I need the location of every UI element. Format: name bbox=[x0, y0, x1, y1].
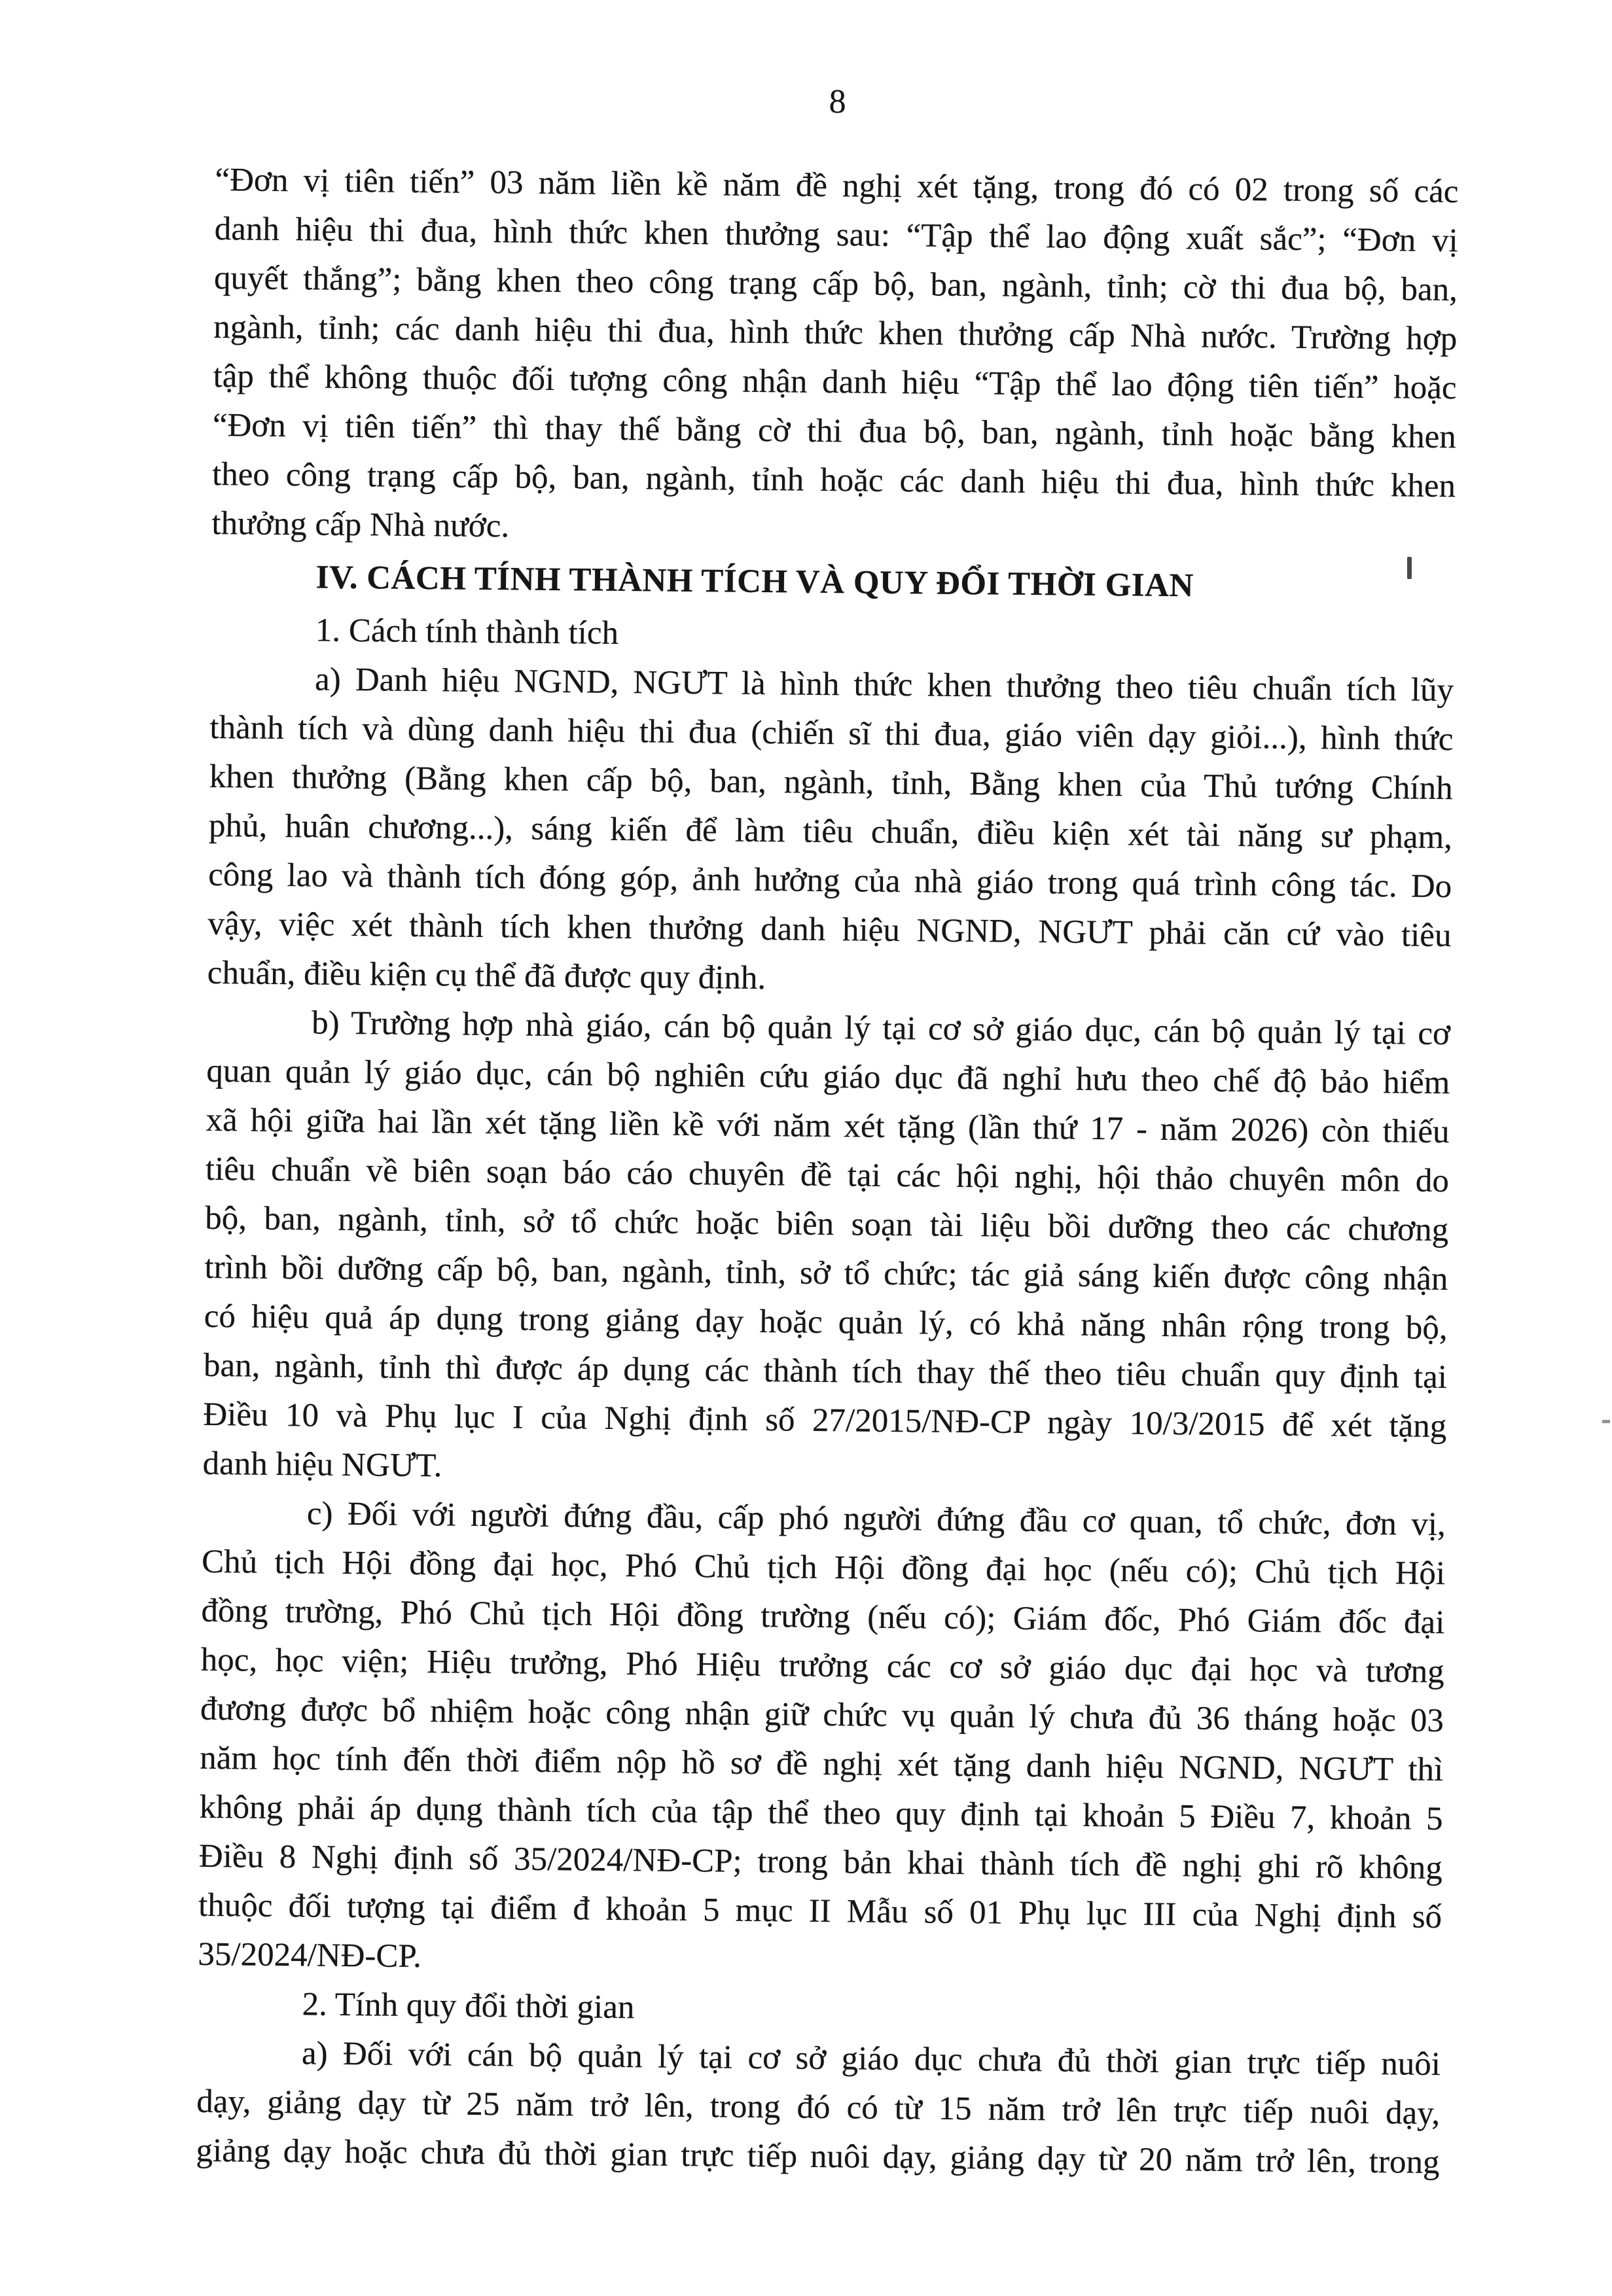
text-line: phủ, huân chương...), sáng kiến để làm tiêu chuẩn, điều kiện xét tài năng sư phạm, bbox=[208, 807, 1453, 857]
text-line: thưởng cấp Nhà nước. bbox=[211, 504, 510, 545]
text-line: thành tích và dùng danh hiệu thi đua (chiến sĩ thi đua, giáo viên dạy giỏi...), hình thức bbox=[209, 709, 1454, 758]
scan-artifact bbox=[1602, 1420, 1610, 1423]
text-line: 2. Tính quy đổi thời gian bbox=[302, 1986, 635, 2026]
text-line: Chủ tịch Hội đồng đại học, Phó Chủ tịch Hội đồng đại học (nếu có); Chủ tịch Hội bbox=[201, 1543, 1446, 1593]
text-line: giảng dạy hoặc chưa đủ thời gian trực tiếp nuôi dạy, giảng dạy từ 20 năm trở lên, trong bbox=[196, 2132, 1440, 2181]
text-line: b) Trường hợp nhà giáo, cán bộ quản lý tại cơ sở giáo dục, cán bộ quản lý tại cơ bbox=[311, 1004, 1451, 1053]
text-line: khen thưởng (Bằng khen cấp bộ, ban, ngành, tỉnh, Bằng khen của Thủ tướng Chính bbox=[209, 758, 1453, 807]
text-line: c) Đối với người đứng đầu, cấp phó người đứng đầu cơ quan, tổ chức, đơn vị, bbox=[306, 1495, 1446, 1544]
text-line: xã hội giữa hai lần xét tặng liền kề với năm xét tặng (lần thứ 17 - năm 2026) còn thiếu bbox=[206, 1101, 1450, 1151]
point-a-section-1 bbox=[207, 654, 1454, 1010]
text-line: a) Danh hiệu NGND, NGƯT là hình thức khen thưởng theo tiêu chuẩn tích lũy bbox=[314, 661, 1454, 709]
text-line: 1. Cách tính thành tích bbox=[315, 612, 619, 652]
point-c-section-1 bbox=[198, 1489, 1446, 1991]
text-line: thuộc đối tượng tại điểm đ khoản 5 mục II Mẫu số 01 Phụ lục III của Nghị định số bbox=[198, 1886, 1442, 1936]
text-line: năm học tính đến thời điểm nộp hồ sơ đề nghị xét tặng danh hiệu NGND, NGƯT thì bbox=[200, 1739, 1444, 1789]
text-line: tiêu chuẩn về biên soạn báo cáo chuyên đề tại các hội nghị, hội thảo chuyên môn do bbox=[205, 1150, 1450, 1200]
page-content bbox=[196, 76, 1460, 2187]
point-a-section-2 bbox=[196, 2028, 1441, 2187]
scan-artifact bbox=[1407, 557, 1412, 579]
text-line: theo công trạng cấp bộ, ban, ngành, tỉnh hoặc các danh hiệu thi đua, hình thức khen bbox=[211, 455, 1456, 505]
text-line: ban, ngành, tỉnh thì được áp dụng các thành tích thay thế theo tiêu chuẩn quy định tại bbox=[203, 1347, 1448, 1396]
page-number: 8 bbox=[829, 82, 846, 121]
text-line: a) Đối với cán bộ quản lý tại cơ sở giáo dục chưa đủ thời gian trực tiếp nuôi bbox=[301, 2035, 1441, 2083]
text-line: 35/2024/NĐ-CP. bbox=[198, 1935, 422, 1975]
text-line: Điều 10 và Phụ lục I của Nghị định số 27/2015/NĐ-CP ngày 10/3/2015 để xét tặng bbox=[203, 1396, 1447, 1445]
text-line: “Đơn vị tiên tiến” thì thay thế bằng cờ thi đua bộ, ban, ngành, tỉnh hoặc bằng khen bbox=[212, 406, 1457, 456]
text-line: quan quản lý giáo dục, cán bộ nghiên cứu giáo dục đã nghỉ hưu theo chế độ bảo hiểm bbox=[206, 1052, 1450, 1102]
text-line: dạy, giảng dạy từ 25 năm trở lên, trong đó có từ 15 năm trở lên trực tiếp nuôi dạy, bbox=[196, 2083, 1441, 2132]
text-line: đương được bổ nhiệm hoặc công nhận giữ chức vụ quản lý chưa đủ 36 tháng hoặc 03 bbox=[200, 1690, 1444, 1740]
text-line: công lao và thành tích đóng góp, ảnh hưởng của nhà giáo trong quá trình công tác. Do bbox=[208, 856, 1452, 906]
text-line: “Đơn vị tiên tiến” 03 năm liền kề năm đề nghị xét tặng, trong đó có 02 trong số các bbox=[215, 161, 1459, 211]
text-line: quyết thắng”; bằng khen theo công trạng cấp bộ, ban, ngành, tỉnh; cờ thi đua bộ, ban, bbox=[213, 259, 1458, 309]
text-line: học, học viện; Hiệu trưởng, Phó Hiệu trưởng các cơ sở giáo dục đại học và tương bbox=[200, 1641, 1444, 1691]
text-line: Điều 8 Nghị định số 35/2024/NĐ-CP; trong bản khai thành tích đề nghị ghi rõ không bbox=[198, 1837, 1443, 1887]
text-line: không phải áp dụng thành tích của tập thể theo quy định tại khoản 5 Điều 7, khoản 5 bbox=[199, 1788, 1443, 1838]
text-line: IV. CÁCH TÍNH THÀNH TÍCH VÀ QUY ĐỔI THỜI GIAN bbox=[315, 559, 1194, 605]
point-b-section-1 bbox=[202, 998, 1450, 1500]
text-line: trình bồi dưỡng cấp bộ, ban, ngành, tỉnh, sở tổ chức; tác giả sáng kiến được công nhận bbox=[204, 1248, 1448, 1298]
text-line: đồng trường, Phó Chủ tịch Hội đồng trường (nếu có); Giám đốc, Phó Giám đốc đại bbox=[201, 1592, 1445, 1642]
text-line: chuẩn, điều kiện cụ thể đã được quy định. bbox=[207, 954, 766, 997]
text-line: bộ, ban, ngành, tỉnh, sở tổ chức hoặc biên soạn tài liệu bồi dưỡng theo các chương bbox=[204, 1199, 1449, 1249]
text-line: vậy, việc xét thành tích khen thưởng danh hiệu NGND, NGƯT phải căn cứ vào tiêu bbox=[207, 905, 1452, 955]
text-line: ngành, tỉnh; các danh hiệu thi đua, hình thức khen thưởng cấp Nhà nước. Trường hợp bbox=[213, 308, 1458, 358]
section-heading-iv bbox=[211, 552, 1455, 613]
paragraph-continuation bbox=[211, 156, 1459, 560]
text-line: danh hiệu thi đua, hình thức khen thưởng sau: “Tập thể lao động xuất sắc”; “Đơn vị bbox=[214, 210, 1458, 260]
document-body bbox=[196, 156, 1459, 2187]
text-line: danh hiệu NGƯT. bbox=[202, 1445, 442, 1485]
text-line: có hiệu quả áp dụng trong giảng dạy hoặc quản lý, có khả năng nhân rộng trong bộ, bbox=[204, 1298, 1448, 1347]
text-line: tập thể không thuộc đối tượng công nhận danh hiệu “Tập thể lao động tiên tiến” hoặc bbox=[213, 357, 1457, 407]
